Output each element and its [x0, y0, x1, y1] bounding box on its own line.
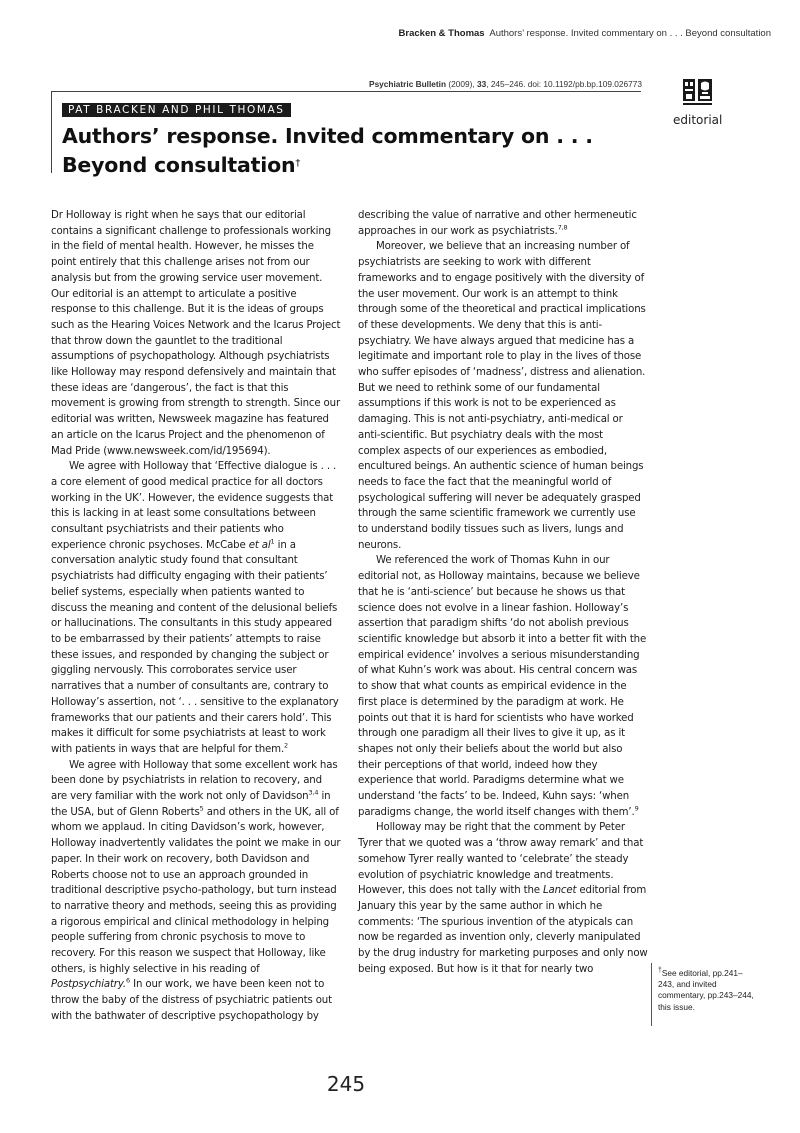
reference-1: 1 [270, 537, 275, 546]
running-header-authors: Bracken & Thomas [398, 28, 485, 39]
paragraph-5-text: We referenced the work of Thomas Kuhn in our editorial not, as Holloway maintains, because we believe that he is ‘anti-science’ but because he shows us that science does not evolve in a linear fashion. Holloway’s assertion that paradigm shifts ‘do not abolish previous scientific knowledge but absorb it into a better fit with the empirical evidence’ involves a serious misunderstanding of what Kuhn’s work was about. His central concern was to show that what counts as empirical evidence in the first place is determined by the paradigm at work. He points out that it is hard for scientists who have worked through one paradigm all their lives to give it up, as it shapes not only their beliefs about the world but also their perceptions of that world, indeed how they experience that world. Paradigms determine what we understand ‘the facts’ to be. Indeed, Kuhn says: ‘when paradigms change, the world itself changes with them’. [358, 555, 647, 818]
article-title [62, 122, 632, 180]
paragraph-3-continued [358, 208, 648, 239]
article-title-line2-text: Beyond consultation [62, 153, 296, 177]
page-number: 245 [326, 1072, 366, 1096]
paragraph-6-part-a: Holloway may be right that the comment by Peter Tyrer that we quoted was a ‘throw away remark’ and that somehow Tyrer really wanted to ‘celebrate’ the steady evolution of psychiatric knowledge and treatments. However, this does not tally with the [358, 822, 644, 897]
authors-bar: PAT BRACKEN AND PHIL THOMAS [62, 103, 291, 117]
paragraph-3-part-c: and others in the UK, all of whom we applaud. In citing Davidson’s work, however, Holloway inadvertently validates the point we make in our paper. In their work on recovery, both Davidson and Roberts choose not to use an approach grounded in traditional descriptive psycho-pathology, but turn instead to narrative theory and methods, seeing this as providing a rigorous empirical and clinical methodology in helping people suffering from chronic psychosis to move to recovery. For this reason we suspect that Holloway, like others, is highly selective in his reading of [51, 806, 341, 975]
paragraph-3-part-a: We agree with Holloway that some excellent work has been done by psychiatrists in relation to recovery, and are very familiar with the work not only of Davidson [51, 759, 338, 803]
reference-9: 9 [634, 804, 639, 813]
paragraph-2-part-b: in a conversation analytic study found that consultant psychiatrists had difficulty engaging with their patients’ belief systems, especially when patients wanted to discuss the meaning and content of the delusional beliefs or hallucinations. The consultants in this study appeared to be embarrassed by their patients’ attempts to raise these issues, and responded by changing the subject or giggling nervously. This corroborates service user narratives that a number of consultants are, contrary to Holloway’s assertion, not ‘. . . sensitive to the explanatory frameworks that our patients and their carers hold’. This makes it difficult for some psychiatrists at least to work with patients in ways that are helpful for them. [51, 539, 339, 755]
citation-line [369, 79, 642, 89]
section-label: editorial [673, 113, 723, 127]
running-header-title: Authors’ response. Invited commentary on . . . Beyond consultation [489, 28, 771, 39]
paragraph-4: Moreover, we believe that an increasing number of psychiatrists are seeking to work with different frameworks and to engage positively with the diversity of the user movement. Our work is an attempt to think through some of the theoretical and practical implications of these developments. We deny that this is anti-psychiatry. We have always argued that medicine has a legitimate and important role to play in the lives of those who suffer episodes of ‘madness’, distress and alienation. But we need to rethink some of our fundamental assumptions if this work is not to be experienced as damaging. This is not anti-psychiatry, anti-medical or anti-scientific. But psychiatry deals with the most complex aspects of our experiences as embodied, encultured beings. An authentic science of human beings needs to face the fact that the meaningful world of psychological suffering will never be adequately grasped through the same scientific framework we currently use to understand bodily tissues such as livers, lungs and neurons. [358, 241, 646, 551]
article-title-line1: Authors’ response. Invited commentary on . . . [62, 124, 593, 148]
article-title-line2 [62, 151, 632, 180]
paragraph-3-part-d-continued: describing the value of narrative and other hermeneutic approaches in our work as psychiatrists. [358, 210, 637, 237]
reference-2: 2 [284, 741, 289, 750]
paragraph-3-part-d: In our work, we have been keen not to throw the baby of the distress of psychiatric patients out with the bathwater of descriptive psychopathology by [51, 979, 332, 1022]
paragraph-6 [358, 820, 648, 977]
body-column-right [358, 208, 648, 977]
body-column-left [51, 208, 341, 1025]
citation-pages-doi: , 245–246. doi: 10.1192/pb.bp.109.026773 [486, 79, 642, 89]
paragraph-5 [358, 553, 648, 820]
footnote-text: See editorial, pp.241–243, and invited commentary, pp.243–244, this issue. [658, 967, 754, 1012]
paragraph-3-book-title: Postpsychiatry. [51, 979, 127, 991]
article-title-dagger: † [295, 158, 301, 169]
reference-5: 5 [199, 804, 204, 813]
paragraph-6-journal: Lancet [543, 885, 577, 897]
title-frame-top-rule [51, 91, 641, 92]
footnote [658, 965, 758, 1013]
paragraph-1: Dr Holloway is right when he says that our editorial contains a significant challenge to professionals working in the field of mental health. However, he misses the point entirely that this challenge arises not from our analysis but from the growing service user movement. Our editorial is an attempt to articulate a positive response to this challenge. But it is the ideas of groups such as the Hearing Voices Network and the Icarus Project that throw down the gauntlet to the traditional assumptions of psychopathology. Although psychiatrists like Holloway may respond defensively and maintain that these ideas are ‘dangerous’, the fact is that this movement is growing from strength to strength. Since our editorial was written, Newsweek magazine has featured an article on the Icarus Project and the phenomenon of Mad Pride (www.newsweek.com/id/195694). [51, 210, 341, 457]
citation-year: (2009), [448, 79, 475, 89]
paragraph-6-part-b: editorial from January this year by the same author in which he comments: ‘The spurious invention of the atypicals can now be regarded as invention only, cleverly manipulated by the drug industry for marketing purposes and only now being exposed. But how is it that for nearly two [358, 885, 648, 975]
college-logo-icon [681, 75, 715, 109]
paragraph-3-part-b: in the USA, but of Glenn Roberts [51, 791, 331, 818]
reference-3-4: 3,4 [308, 788, 319, 797]
reference-6: 6 [126, 977, 131, 986]
citation-journal: Psychiatric Bulletin [369, 79, 447, 89]
paragraph-2-part-a: We agree with Holloway that ‘Effective dialogue is . . . a core element of good medical practice for all doctors working in the UK’. However, the evidence suggests that this is lacking in at least some consultations between consultant psychiatrists and their patients who experience chronic psychoses. McCabe [51, 461, 337, 551]
citation-volume: 33 [476, 79, 487, 89]
paragraph-2 [51, 459, 341, 757]
reference-7-8: 7,8 [557, 223, 568, 232]
footnote-rule [651, 963, 652, 1026]
footnote-dagger: † [658, 967, 662, 974]
running-header [399, 28, 771, 39]
paragraph-3 [51, 758, 341, 1025]
title-frame-left-rule [51, 91, 52, 173]
paragraph-2-et-al: et al [248, 539, 271, 551]
